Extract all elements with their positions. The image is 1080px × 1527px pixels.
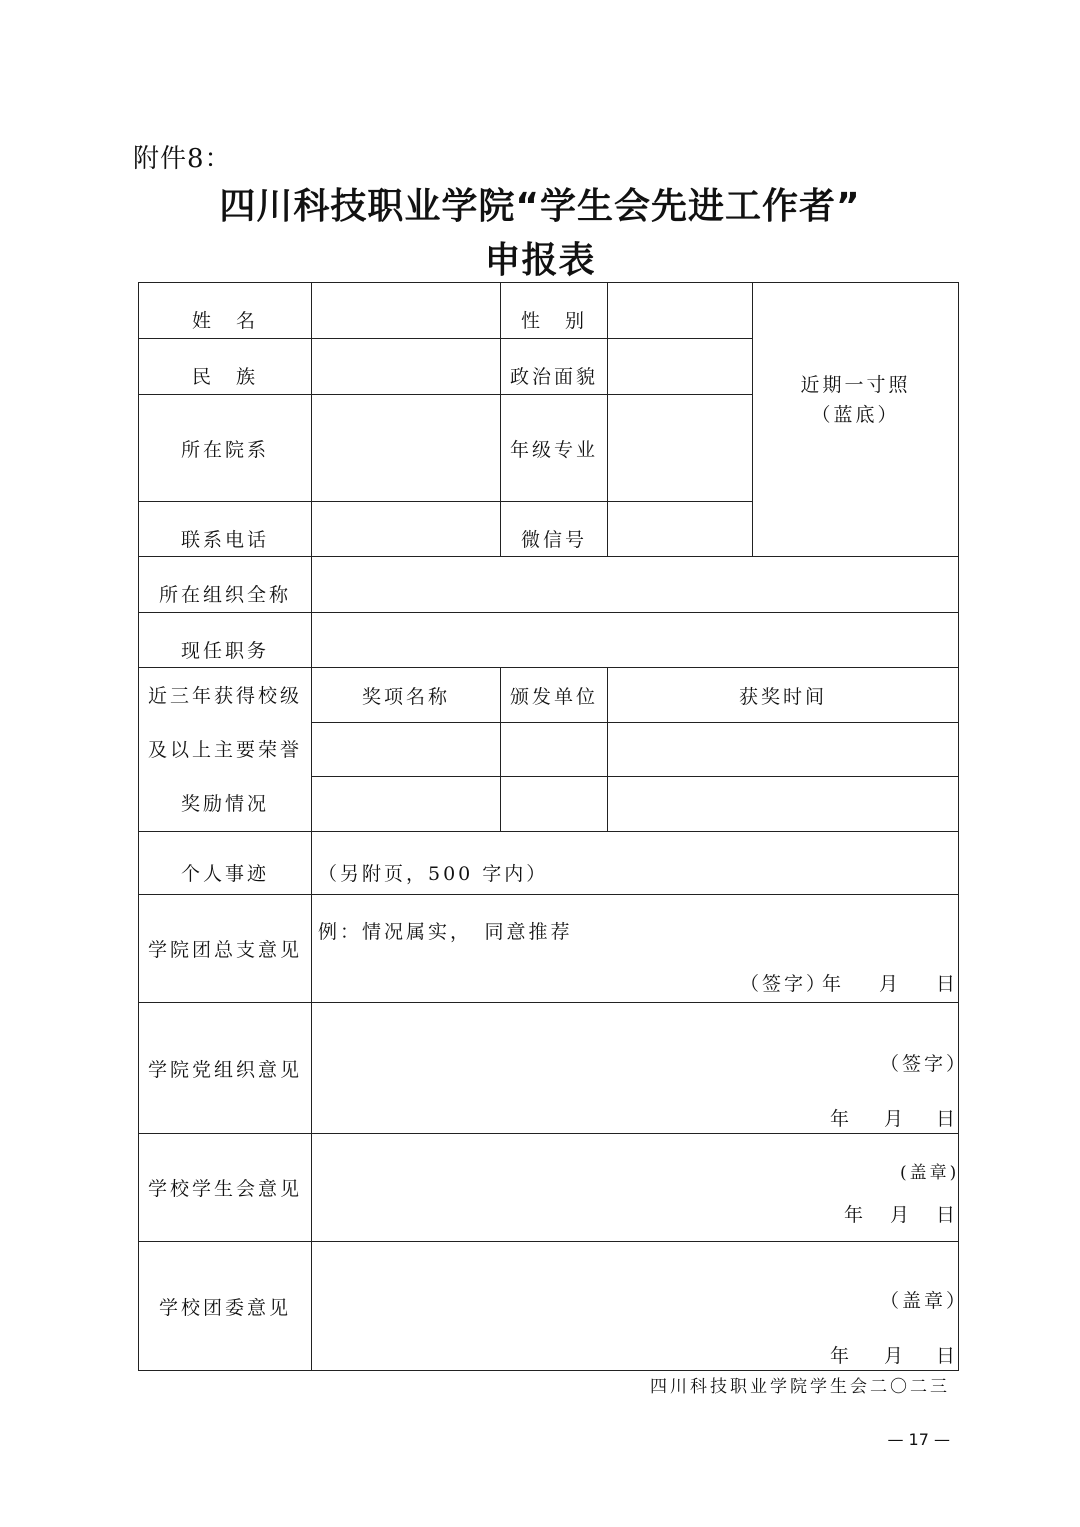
seal-label: （盖章） — [880, 1290, 969, 1312]
ethnicity-label: 民 族 — [139, 339, 312, 395]
honors-label-line2: 及以上主要荣誉 — [147, 738, 302, 761]
attachment-label: 附件8： — [133, 144, 232, 174]
political-status-field[interactable] — [608, 339, 753, 395]
award-name-cell[interactable] — [312, 723, 501, 777]
college-league-opinion-label: 学院团总支意见 — [139, 895, 312, 1003]
political-status-label: 政治面貌 — [501, 339, 608, 395]
issuer-header: 颁发单位 — [501, 668, 608, 723]
month-label: 月 — [884, 1108, 907, 1130]
award-time-cell[interactable] — [608, 723, 959, 777]
sign-label: （签字） — [740, 973, 829, 995]
school-league-opinion-field[interactable] — [312, 1242, 969, 1371]
award-name-cell[interactable] — [312, 777, 501, 832]
day-label: 日 — [936, 973, 959, 995]
organization-field[interactable] — [312, 557, 959, 613]
day-label: 日 — [936, 1345, 959, 1367]
school-league-opinion-label: 学校团委意见 — [139, 1242, 312, 1371]
wechat-field[interactable] — [608, 502, 753, 557]
gender-field[interactable] — [608, 283, 753, 339]
seal-label: (盖章) — [900, 1163, 960, 1183]
honors-label-line3: 奖励情况 — [180, 792, 269, 815]
wechat-label: 微信号 — [501, 502, 608, 557]
issuer-cell[interactable] — [501, 777, 608, 832]
phone-field[interactable] — [312, 502, 501, 557]
photo-hint-line1: 近期一寸照 — [800, 373, 911, 396]
position-label: 现任职务 — [139, 613, 312, 668]
organization-label: 所在组织全称 — [139, 557, 312, 613]
grade-major-label: 年级专业 — [501, 395, 608, 502]
photo-hint-line2: （蓝底） — [811, 403, 900, 426]
honors-label-line1: 近三年获得校级 — [147, 684, 302, 707]
year-label: 年 — [830, 1345, 853, 1367]
grade-major-field[interactable] — [608, 395, 753, 502]
award-name-header: 奖项名称 — [312, 668, 501, 723]
year-label: 年 — [830, 1108, 853, 1130]
footer-organization: 四川科技职业学院学生会二〇二三 — [650, 1377, 950, 1397]
year-label: 年 — [844, 1204, 867, 1226]
issuer-cell[interactable] — [501, 723, 608, 777]
award-time-cell[interactable] — [608, 777, 959, 832]
sign-label: （签字） — [880, 1053, 969, 1075]
ethnicity-field[interactable] — [312, 339, 501, 395]
month-label: 月 — [879, 973, 902, 995]
page-number: — 17 — — [887, 1430, 950, 1449]
day-label: 日 — [936, 1204, 959, 1226]
application-form-table — [138, 282, 969, 1371]
opinion-example: 例：情况属实， 同意推荐 — [318, 921, 573, 943]
school-union-opinion-field[interactable] — [312, 1134, 959, 1242]
deeds-field[interactable] — [312, 832, 959, 895]
college-league-opinion-field[interactable] — [312, 895, 959, 1003]
day-label: 日 — [936, 1108, 959, 1130]
department-field[interactable] — [312, 395, 501, 502]
photo-box[interactable] — [753, 283, 959, 557]
month-label: 月 — [884, 1345, 907, 1367]
phone-label: 联系电话 — [139, 502, 312, 557]
honors-label — [139, 668, 312, 832]
school-union-opinion-label: 学校学生会意见 — [139, 1134, 312, 1242]
name-label: 姓 名 — [139, 283, 312, 339]
month-label: 月 — [890, 1204, 913, 1226]
deeds-note: （另附页，500 字内） — [318, 862, 549, 885]
name-field[interactable] — [312, 283, 501, 339]
year-label: 年 — [822, 973, 845, 995]
deeds-label: 个人事迹 — [139, 832, 312, 895]
department-label: 所在院系 — [139, 395, 312, 502]
award-time-header: 获奖时间 — [608, 668, 959, 723]
form-title: 四川科技职业学院“学生会先进工作者” — [219, 186, 861, 227]
position-field[interactable] — [312, 613, 959, 668]
college-party-opinion-label: 学院党组织意见 — [139, 1003, 312, 1134]
form-subtitle: 申报表 — [484, 240, 596, 281]
college-party-opinion-field[interactable] — [312, 1003, 969, 1134]
gender-label: 性 别 — [501, 283, 608, 339]
